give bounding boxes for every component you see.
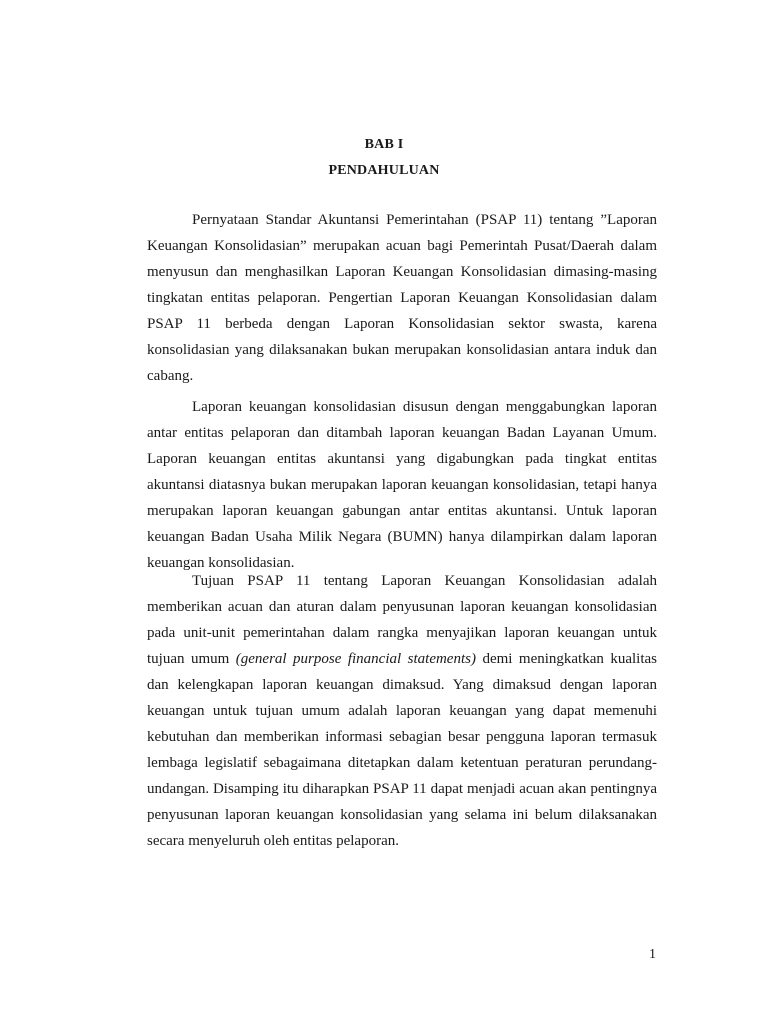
paragraph-3-italic-term: (general purpose financial statements) (235, 651, 476, 667)
page-number: 1 (649, 947, 656, 962)
paragraph-2: Laporan keuangan konsolidasian disusun dengan menggabungkan laporan antar entitas pelaporan dan ditambah laporan keuangan Badan Layanan Umum. Laporan keuangan entitas akuntansi yang digabungkan pada tingkat entitas akuntansi diatasnya bukan merupakan laporan keuangan konsolidasian, tetapi hanya merupakan laporan keuangan gabungan antar entitas akuntansi. Untuk laporan keuangan Badan Usaha Milik Negara (BUMN) hanya dilampirkan dalam laporan keuangan konsolidasian. (147, 399, 657, 571)
chapter-heading: BAB I (364, 137, 404, 152)
paragraph-3-text-after: demi meningkatkan kualitas dan kelengkapan laporan keuangan dimaksud. Yang dimaksud dengan laporan keuangan untuk tujuan umum adalah laporan keuangan yang dapat memenuhi kebutuhan dan memberikan informasi sebagian besar pengguna laporan termasuk lembaga legislatif sebagaimana ditetapkan dalam ketentuan peraturan perundang-undangan. Disamping itu diharapkan PSAP 11 dapat menjadi acuan akan pentingnya penyusunan laporan keuangan konsolidasian yang selama ini belum dilaksanakan secara menyeluruh oleh entitas pelaporan. (147, 651, 657, 849)
chapter-title: PENDAHULUAN (328, 163, 440, 178)
paragraph-1: Pernyataan Standar Akuntansi Pemerintahan (PSAP 11) tentang ”Laporan Keuangan Konsolidasian” merupakan acuan bagi Pemerintah Pusat/Daerah dalam menyusun dan menghasilkan Laporan Keuangan Konsolidasian dimasing-masing tingkatan entitas pelaporan. Pengertian Laporan Keuangan Konsolidasian dalam PSAP 11 berbeda dengan Laporan Konsolidasian sektor swasta, karena konsolidasian yang dilaksanakan bukan merupakan konsolidasian antara induk dan cabang. (147, 212, 657, 384)
paragraph-3 (147, 568, 657, 854)
paragraph-3-text-before: Tujuan PSAP 11 tentang Laporan Keuangan Konsolidasian adalah memberikan acuan dan aturan dalam penyusunan laporan keuangan konsolidasian pada unit-unit pemerintahan dalam rangka menyajikan laporan keuangan untuk tujuan umum (147, 573, 657, 667)
